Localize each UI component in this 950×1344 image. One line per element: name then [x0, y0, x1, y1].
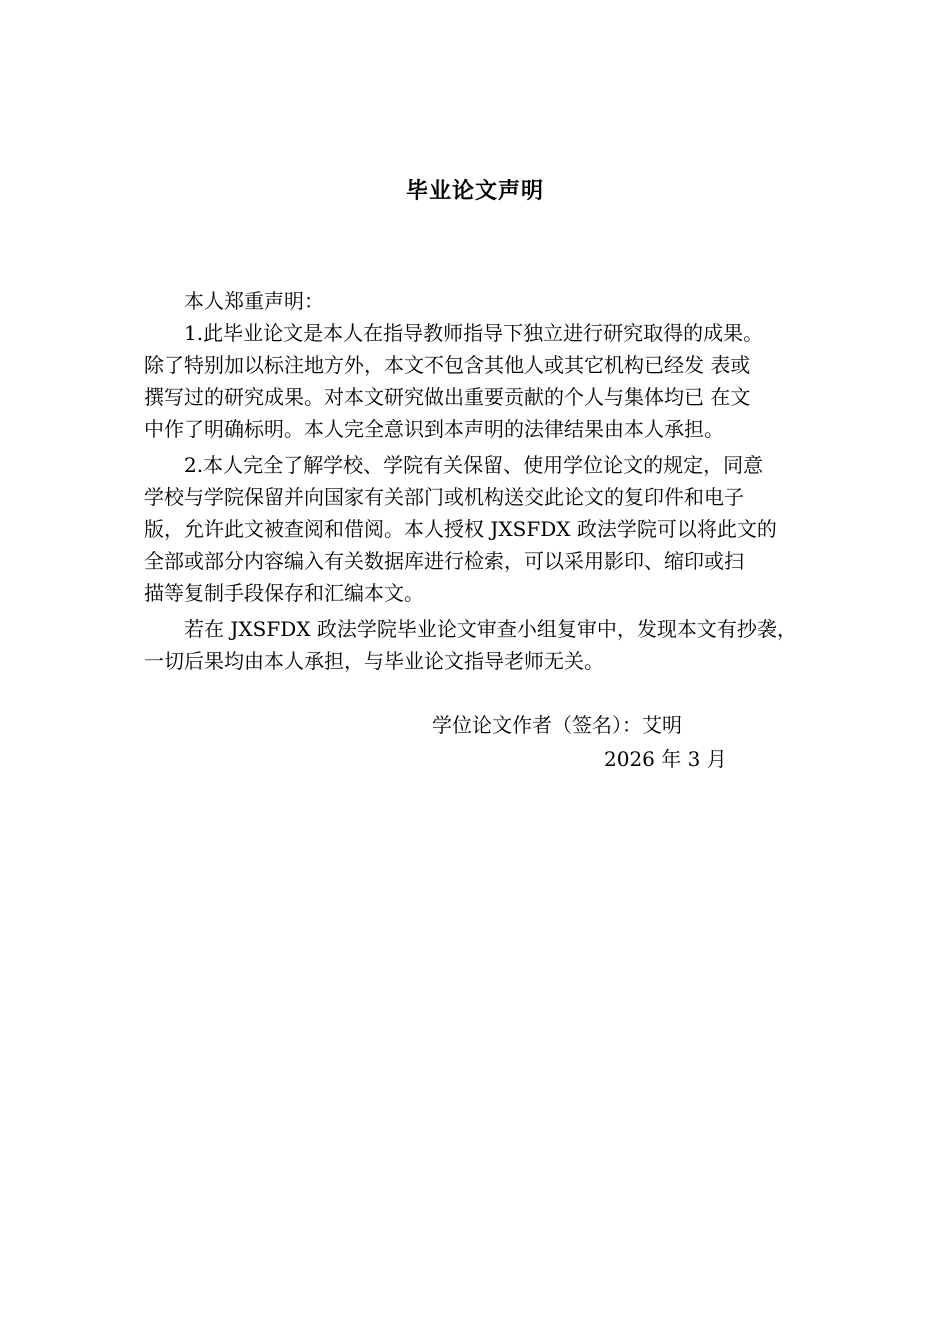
clause-2-line-2: 学校与学院保留并向国家有关部门或机构送交此论文的复印件和电子 [144, 485, 744, 509]
clause-1-line-2: 除了特别加以标注地方外，本文不包含其他人或其它机构已经发 表或 [144, 353, 751, 377]
clause-2-line-5: 描等复制手段保存和汇编本文。 [144, 581, 424, 605]
author-signature: 学位论文作者（签名）：艾明 [432, 713, 682, 737]
signature-date: 2026 年 3 月 [604, 747, 727, 771]
page-title: 毕业论文声明 [405, 179, 544, 204]
clause-2-line-4: 全部或部分内容编入有关数据库进行检索，可以采用影印、缩印或扫 [144, 549, 744, 573]
clause-1-line-3: 撰写过的研究成果。对本文研究做出重要贡献的个人与集体均已 在文 [144, 385, 751, 409]
clause-2-line-1: 2.本人完全了解学校、学院有关保留、使用学位论文的规定，同意 [184, 453, 764, 477]
clause-1-line-1: 1.此毕业论文是本人在指导教师指导下独立进行研究取得的成果。 [184, 321, 764, 345]
clause-3-line-2: 一切后果均由本人承担，与毕业论文指导老师无关。 [144, 649, 604, 673]
clause-2-line-3: 版，允许此文被查阅和借阅。本人授权 JXSFDX 政法学院可以将此文的 [144, 517, 777, 541]
declaration-intro: 本人郑重声明： [184, 289, 324, 313]
clause-3-line-1: 若在 JXSFDX 政法学院毕业论文审查小组复审中，发现本文有抄袭， [184, 617, 797, 641]
clause-1-line-4: 中作了明确标明。本人完全意识到本声明的法律结果由本人承担。 [144, 417, 724, 441]
